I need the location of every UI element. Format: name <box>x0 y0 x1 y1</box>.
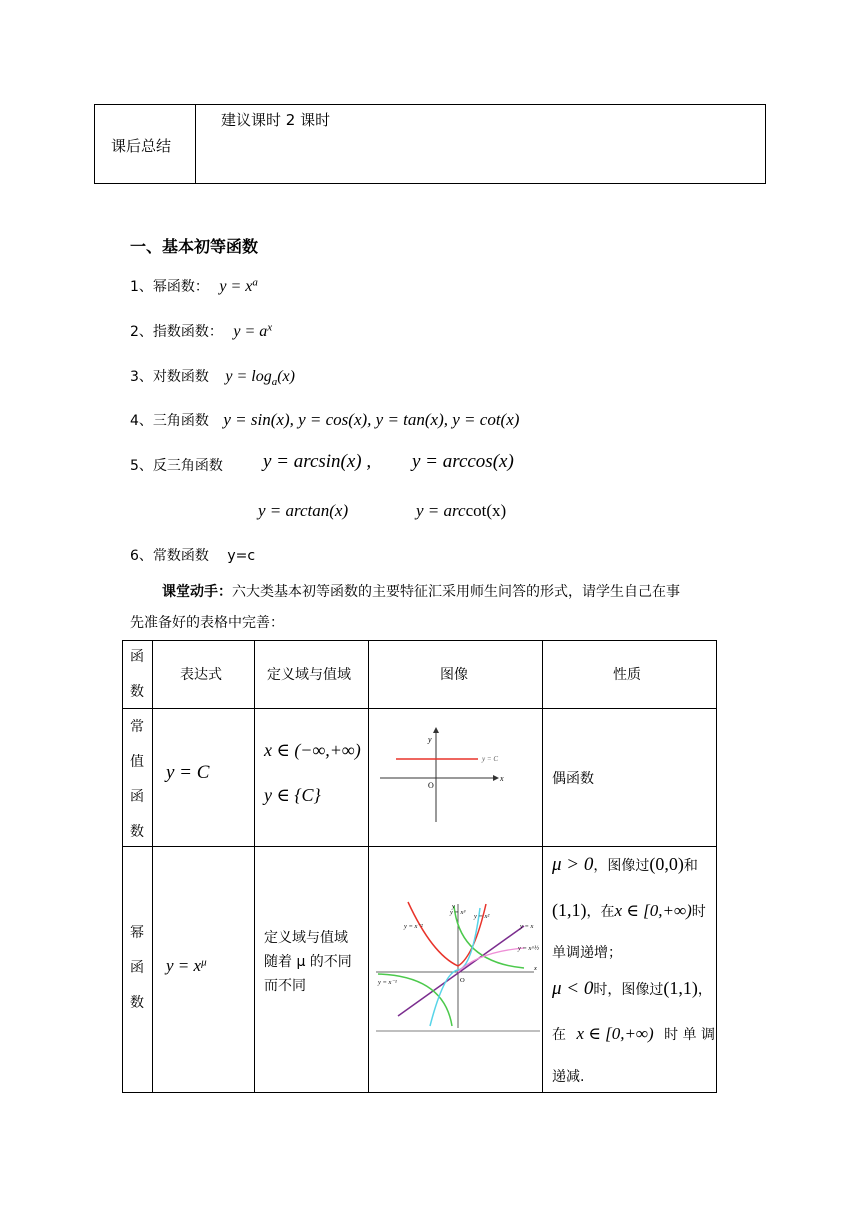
summary-label: 课后总结 <box>111 137 172 155</box>
prop-math: x ∈ [0,+∞) <box>614 901 692 920</box>
header-props: 性质 <box>613 667 641 683</box>
expr-base: y = x <box>166 956 202 975</box>
summary-divider <box>195 105 196 183</box>
item-label: 4、三角函数 <box>130 413 209 429</box>
label-x3: y = x³ <box>450 909 466 916</box>
item-formula-arccot <box>416 501 506 521</box>
table-row-divider <box>122 846 717 847</box>
header-domain: 定义域与值域 <box>267 667 351 683</box>
prop-math: x ∈ [0,+∞) <box>576 1024 654 1043</box>
table-row-divider <box>122 708 717 709</box>
origin-label: O <box>428 781 434 790</box>
item-exponential <box>130 321 272 341</box>
table-border-top <box>122 640 717 641</box>
row-name-char: 值 <box>130 754 144 770</box>
row-constant-domain-x: x ∈ (−∞,+∞) <box>264 740 361 760</box>
summary-table <box>94 104 766 184</box>
summary-content: 建议课时 2 课时 <box>221 111 331 129</box>
item-sup: x <box>267 321 273 334</box>
prop-line-6: 递减. <box>552 1069 585 1085</box>
y-axis-label: y <box>428 735 432 744</box>
table-border-right <box>716 640 717 1093</box>
prop-text: 在 <box>552 1027 566 1043</box>
prop-text: 时，图像过 <box>593 982 664 998</box>
row-constant-domain-y: y ∈ {C} <box>264 785 321 805</box>
header-func-char: 数 <box>130 684 144 700</box>
header-func-char: 函 <box>130 649 144 665</box>
table-border-bottom <box>122 1092 717 1093</box>
prop-text: 时 <box>691 904 706 920</box>
row-power-expr <box>166 956 207 976</box>
row-name-char: 函 <box>130 960 144 976</box>
item-constant <box>130 545 255 565</box>
arccot-pre: y = <box>416 501 444 520</box>
row-name-char: 函 <box>130 789 144 805</box>
prop-text: 和 <box>683 858 698 874</box>
curve-x3 <box>430 908 480 1026</box>
item-formula: y=c <box>227 548 256 564</box>
function-table <box>122 640 717 1092</box>
prop-math: μ > 0 <box>552 854 594 875</box>
row-constant-expr: y = C <box>166 762 210 783</box>
activity-label: 课堂动手： <box>162 584 232 600</box>
arccot-post: cot(x) <box>465 501 507 520</box>
arccot-it: arc <box>443 501 466 520</box>
table-border-left <box>122 640 123 1093</box>
domain-line: 而不同 <box>264 978 306 994</box>
power-function-graph <box>374 886 540 1032</box>
x-axis-label: x <box>534 965 537 972</box>
domain-line: 定义域与值域 <box>264 930 348 946</box>
item-label: 5、反三角函数 <box>130 458 223 474</box>
prop-line-5 <box>552 1024 715 1044</box>
header-func <box>125 640 149 710</box>
prop-math: μ < 0 <box>552 978 594 999</box>
item-trig <box>130 410 519 430</box>
item-formula: y = a <box>233 323 268 340</box>
item-formula-arcsin: y = arcsin(x) , <box>263 451 372 472</box>
curve-label: y = C <box>482 755 498 763</box>
prop-line-3: 单调递增； <box>552 945 622 961</box>
prop-text: ， <box>697 982 712 998</box>
item-formula: y = x <box>219 278 253 295</box>
prop-line-4 <box>552 978 712 1000</box>
activity-text-1: 六大类基本初等函数的主要特征汇采用师生问答的形式，请学生自己在事 <box>232 584 680 600</box>
label-x-neg1: y = x⁻¹ <box>378 979 397 986</box>
expr-sup: μ <box>201 956 207 969</box>
activity-line-2: 先准备好的表格中完善： <box>130 615 284 631</box>
prop-point: (0,0) <box>649 854 684 874</box>
table-col-divider <box>152 640 153 1093</box>
prop-point: (1,1) <box>552 900 587 920</box>
item-label: 1、幂函数： <box>130 279 209 295</box>
constant-function-graph <box>378 726 510 824</box>
x-axis-label: x <box>500 774 504 783</box>
row-name-char: 幂 <box>130 925 144 941</box>
item-formula-arccos: y = arccos(x) <box>412 451 514 472</box>
origin-label: O <box>460 977 465 984</box>
section-title: 一、基本初等函数 <box>130 237 259 256</box>
row-constant-name <box>125 710 149 850</box>
row-constant-props: 偶函数 <box>552 771 594 787</box>
item-inverse-trig <box>130 451 514 475</box>
item-label: 6、常数函数 <box>130 548 209 564</box>
item-formula: y = sin(x), y = cos(x), y = tan(x), y = cot(x) <box>223 410 520 429</box>
row-power-domain <box>264 926 352 998</box>
row-name-char: 常 <box>130 719 144 735</box>
table-col-divider <box>542 640 543 1093</box>
table-col-divider <box>368 640 369 1093</box>
curve-x-neg2-left <box>408 902 486 966</box>
item-power <box>130 276 258 296</box>
label-sqrt: y = x^½ <box>518 945 540 952</box>
activity-line-1 <box>162 581 680 601</box>
item-log <box>130 366 295 388</box>
prop-point: (1,1) <box>663 978 698 998</box>
item-formula-pre: y = log <box>225 368 272 385</box>
prop-text: 时 单 调 <box>664 1027 716 1043</box>
y-axis-label: y <box>452 903 455 910</box>
row-name-char: 数 <box>130 995 144 1011</box>
header-expr: 表达式 <box>180 667 222 683</box>
prop-text: ，图像过 <box>593 858 650 874</box>
item-sub: a <box>271 375 278 388</box>
label-x: y = x <box>520 923 534 930</box>
item-sup: a <box>252 276 258 289</box>
prop-text: ，在 <box>586 904 615 920</box>
item-label: 2、指数函数： <box>130 324 223 340</box>
table-col-divider <box>254 640 255 1093</box>
item-label: 3、对数函数 <box>130 369 209 385</box>
item-formula-post: (x) <box>277 368 295 385</box>
prop-line-2 <box>552 900 706 921</box>
row-name-char: 数 <box>130 824 144 840</box>
item-inverse-trig-2 <box>258 501 507 521</box>
item-formula-arctan: y = arctan(x) <box>258 501 349 520</box>
domain-line: 随着 μ 的不同 <box>264 954 352 970</box>
row-power-name <box>125 916 149 1021</box>
label-x-neg2: y = x⁻² <box>404 923 423 930</box>
header-graph: 图像 <box>440 667 468 683</box>
prop-line-1 <box>552 854 698 876</box>
label-x2: y = x² <box>474 913 490 920</box>
curve-x <box>398 926 524 1016</box>
